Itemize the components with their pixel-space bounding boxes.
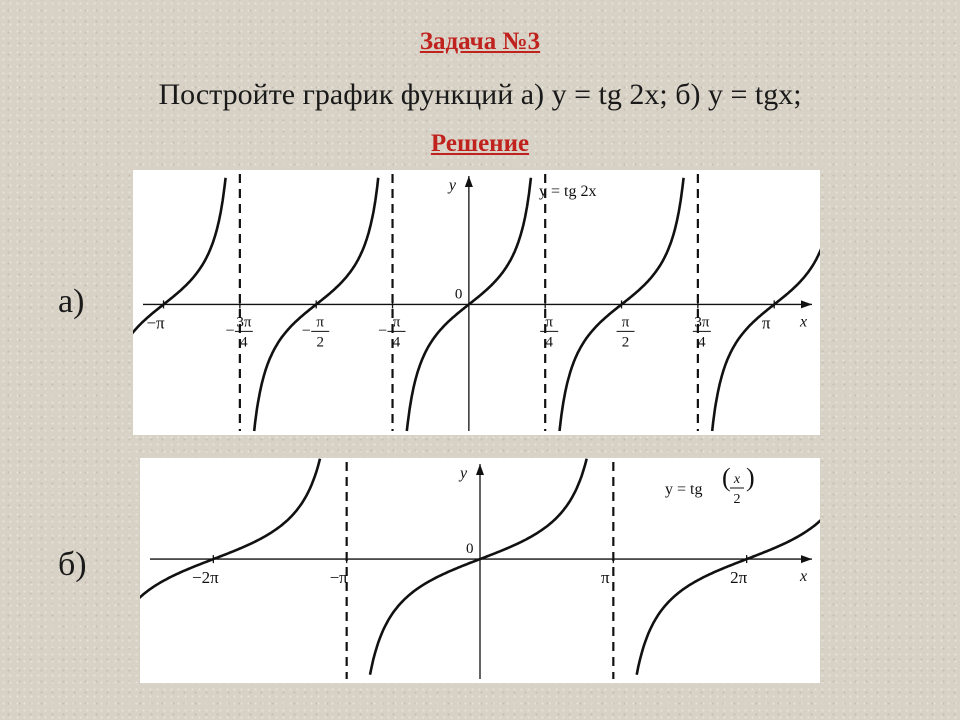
part-b-label: б)	[58, 546, 87, 583]
chart-legend-prefix: y = tg	[665, 481, 703, 498]
chart-panel-a	[133, 170, 820, 435]
x-tick-sign: −	[378, 322, 388, 340]
y-axis-label: y	[460, 465, 468, 482]
tan-2x-chart	[133, 170, 820, 435]
x-tick-numerator: π	[392, 314, 401, 331]
task-title: Задача №3	[419, 28, 541, 55]
legend-denominator: 2	[733, 492, 741, 507]
x-tick-numerator: π	[316, 314, 324, 331]
x-tick-label: π	[761, 313, 771, 333]
solution-heading: Решение	[430, 130, 530, 157]
x-tick-label: −π	[146, 313, 165, 333]
x-tick-denominator: 4	[698, 334, 706, 351]
x-tick-denominator: 2	[621, 334, 630, 351]
x-tick-numerator: π	[545, 314, 553, 331]
origin-label: 0	[454, 286, 463, 303]
x-tick-denominator: 4	[240, 334, 248, 351]
x-tick-denominator: 2	[316, 334, 324, 351]
x-axis-label: x	[800, 568, 808, 586]
tangent-branch	[370, 459, 587, 675]
y-axis-label: y	[448, 177, 456, 194]
x-tick-numerator: 3π	[236, 314, 252, 331]
x-tick-denominator: 4	[392, 334, 401, 351]
x-tick-label: −π	[329, 568, 348, 588]
x-tick-numerator: 3π	[694, 314, 710, 331]
tangent-branch	[140, 459, 320, 603]
tangent-branch	[637, 516, 820, 675]
legend-numerator: x	[733, 472, 741, 487]
x-tick-sign: −	[225, 322, 235, 340]
x-tick-numerator: π	[621, 314, 630, 331]
chart-legend: y = tg 2x	[539, 183, 597, 200]
x-axis-label: x	[800, 313, 808, 331]
chart-panel-b	[140, 458, 820, 683]
x-tick-sign: −	[301, 322, 311, 340]
x-tick-label: −2π	[191, 568, 219, 588]
x-tick-label: 2π	[730, 568, 748, 588]
y-axis-arrow	[465, 176, 473, 187]
origin-label: 0	[466, 541, 474, 558]
task-statement: Постройте график функций а) у = tg 2x; б) у = tgx;	[158, 78, 802, 111]
x-tick-label: π	[601, 568, 610, 588]
x-tick-denominator: 4	[545, 334, 553, 351]
x-axis-arrow	[801, 555, 812, 563]
y-axis-arrow	[476, 464, 484, 475]
tangent-branch	[712, 186, 820, 431]
part-a-label: а)	[58, 283, 85, 320]
tan-half-x-chart	[140, 458, 820, 683]
x-axis-arrow	[801, 300, 812, 308]
legend-paren-close: )	[746, 463, 755, 492]
legend-paren-open: (	[722, 463, 731, 492]
